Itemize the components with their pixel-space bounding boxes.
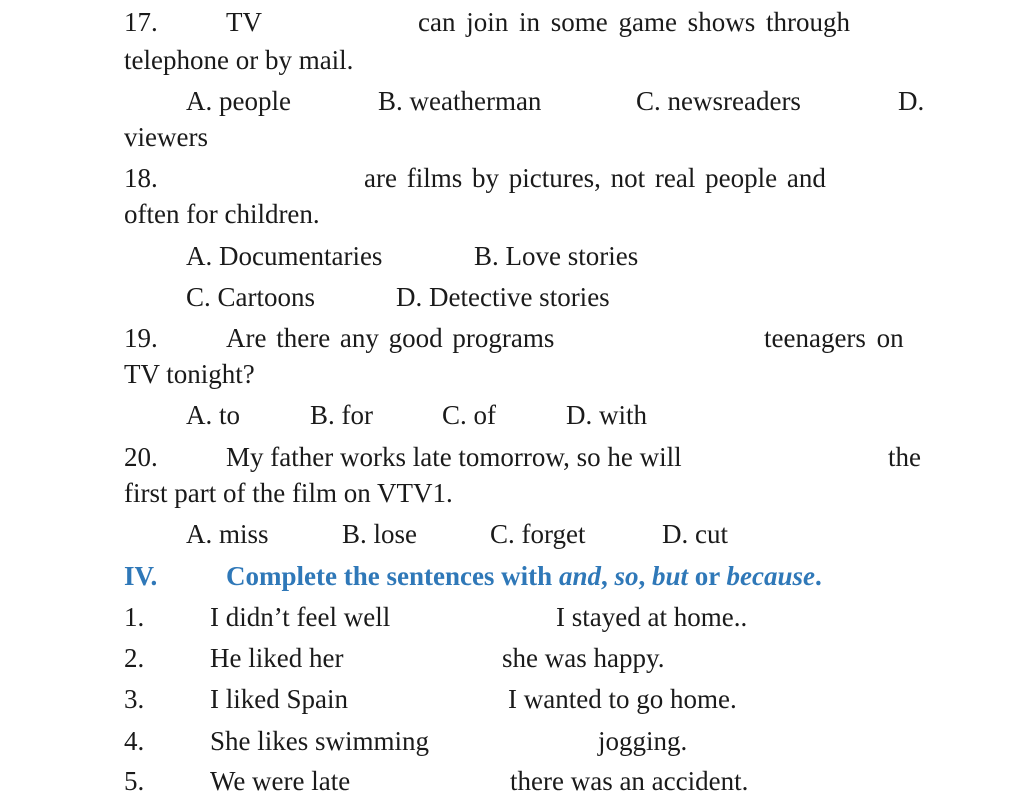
option-b: B. weatherman (378, 86, 542, 116)
sentence-part1: I didn’t feel well (210, 602, 391, 632)
option-a: A. Documentaries (186, 241, 383, 271)
option-a: A. people (186, 86, 291, 116)
option-b: B. for (310, 400, 373, 430)
sentence-part1: I liked Spain (210, 684, 348, 714)
sentence-part2: I wanted to go home. (508, 684, 737, 714)
question-number: 19. (124, 323, 158, 353)
question-stem-after: are films by pictures, not real people and (364, 163, 826, 193)
option-d: D. cut (662, 519, 728, 549)
option-d: D. with (566, 400, 647, 430)
option-a: A. to (186, 400, 240, 430)
sentence-number: 2. (124, 643, 145, 673)
keyword-so: so (614, 561, 639, 591)
keyword-and: and (558, 561, 601, 591)
sentence-part2: jogging. (598, 726, 688, 756)
sentence-part1: She likes swimming (210, 726, 430, 756)
sentence-part1: We were late (210, 766, 351, 796)
sentence-part2: she was happy. (502, 643, 665, 673)
option-a: A. miss (186, 519, 269, 549)
option-c: C. newsreaders (636, 86, 801, 116)
sentence-number: 4. (124, 726, 145, 756)
keyword-but: but (652, 561, 689, 591)
keyword-because: because (726, 561, 816, 591)
sentence-number: 3. (124, 684, 145, 714)
section-number: IV. (124, 561, 158, 591)
option-c: C. Cartoons (186, 282, 316, 312)
question-number: 20. (124, 442, 158, 472)
sentence-part2: I stayed at home.. (556, 602, 748, 632)
question-stem-cont: often for children. (124, 199, 320, 229)
option-b: B. lose (342, 519, 418, 549)
section-instruction: Complete the sentences with and, so, but or because. (226, 561, 822, 591)
question-stem-after: the (888, 442, 921, 472)
question-stem-cont: first part of the film on VTV1. (124, 478, 453, 508)
question-stem-before: Are there any good programs (226, 323, 555, 353)
question-stem-after: teenagers on (764, 323, 904, 353)
option-d: D. (898, 86, 925, 116)
question-stem-cont: telephone or by mail. (124, 45, 354, 75)
option-c: C. of (442, 400, 496, 430)
question-number: 17. (124, 7, 158, 37)
question-stem-before: My father works late tomorrow, so he will (226, 442, 682, 472)
sentence-number: 5. (124, 766, 145, 796)
option-b: B. Love stories (474, 241, 639, 271)
question-stem-before: TV (226, 7, 262, 37)
option-d: D. Detective stories (396, 282, 610, 312)
sentence-part1: He liked her (210, 643, 344, 673)
option-c: C. forget (490, 519, 586, 549)
question-stem-cont: TV tonight? (124, 359, 255, 389)
question-number: 18. (124, 163, 158, 193)
sentence-number: 1. (124, 602, 145, 632)
sentence-part2: there was an accident. (510, 766, 749, 796)
question-stem-after: can join in some game shows through (418, 7, 850, 37)
option-d-cont: viewers (124, 122, 208, 152)
